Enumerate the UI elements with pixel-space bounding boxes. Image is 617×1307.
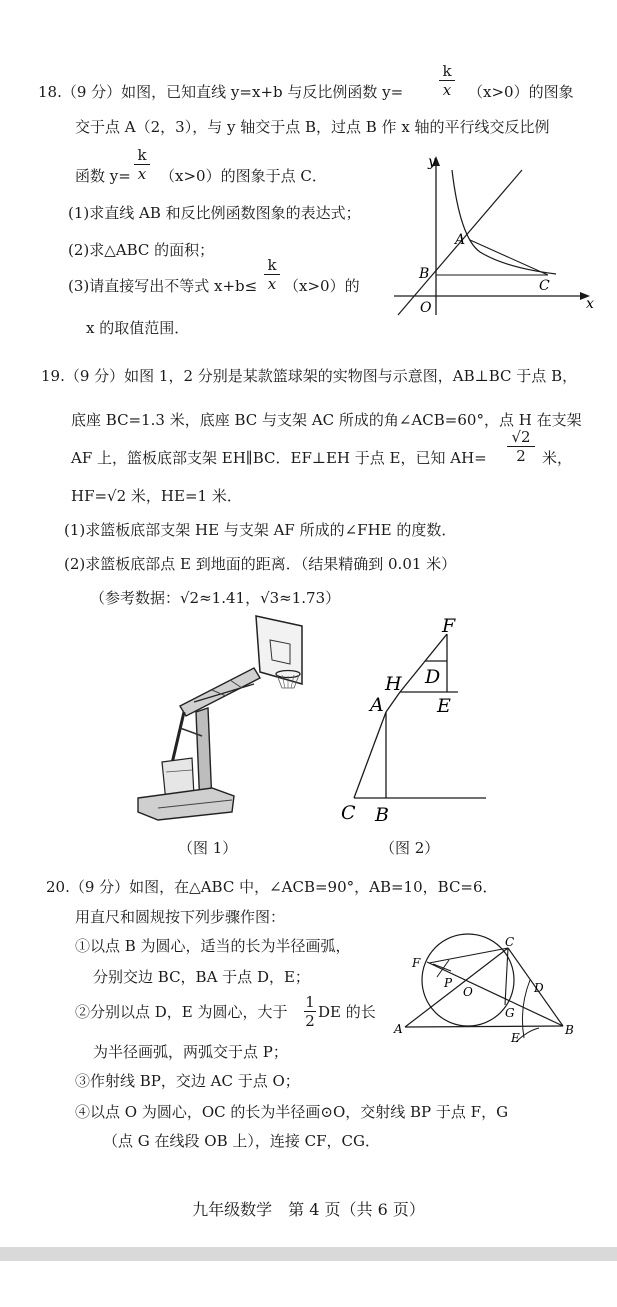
point-p-label: P — [444, 976, 453, 990]
point-c-label: C — [505, 935, 515, 949]
y-axis-label: y — [428, 154, 436, 170]
origin-label: O — [420, 300, 432, 316]
q18-fraction-1 — [439, 62, 455, 99]
q18-line3a: 函数 y= — [75, 167, 131, 185]
q20-step2b: DE 的长 — [318, 1003, 376, 1021]
q18-line2: 交于点 A（2，3），与 y 轴交于点 B，过点 B 作 x 轴的平行线交反比例 — [75, 118, 550, 136]
q20-step2c: 为半径画弧，两弧交于点 P； — [93, 1043, 288, 1061]
q19-line3a: AF 上，篮板底部支架 EH∥BC．EF⊥EH 于点 E，已知 AH= — [71, 449, 487, 467]
point-h-label: H — [385, 673, 402, 695]
page-footer: 九年级数学 第 4 页（共 6 页） — [192, 1200, 425, 1219]
point-d-label: D — [534, 981, 544, 995]
fraction-numerator: k — [442, 62, 452, 80]
point-o-label: O — [463, 985, 473, 999]
q18-part1: (1)求直线 AB 和反比例函数图象的表达式； — [68, 204, 361, 222]
fraction-numerator: k — [137, 146, 147, 164]
q19-line2: 底座 BC=1.3 米，底座 BC 与支架 AC 所成的角∠ACB=60°，点 H 在支架 — [71, 411, 582, 429]
point-a-label: A — [370, 694, 384, 716]
fraction-denominator: 2 — [305, 1012, 315, 1030]
q20-step3: ③作射线 BP，交边 AC 于点 O； — [75, 1072, 300, 1090]
q18-line3b: （x>0）的图象于点 C． — [160, 167, 327, 185]
q20-step1b: 分别交边 BC，BA 于点 D，E； — [93, 968, 310, 986]
q20-step2a: ②分别以点 D，E 为圆心，大于 — [75, 1003, 288, 1021]
point-a-label: A — [394, 1022, 403, 1036]
point-c-label: C — [341, 802, 356, 824]
x-axis-label: x — [586, 296, 594, 312]
q20-step4a: ④以点 O 为圆心，OC 的长为半径画⊙O，交射线 BP 于点 F，G — [75, 1103, 509, 1121]
point-a-label: A — [455, 232, 466, 248]
q19-schematic-figure — [334, 612, 494, 828]
q18-part2: (2)求△ABC 的面积； — [68, 241, 215, 259]
q18-fraction-3 — [264, 256, 280, 293]
page-edge-band — [0, 1247, 617, 1261]
q19-line1: 19.（9 分）如图 1，2 分别是某款篮球架的实物图与示意图，AB⊥BC 于点 B， — [41, 367, 578, 385]
q19-fraction — [507, 428, 535, 465]
fraction-denominator: 2 — [507, 446, 535, 465]
fraction-denominator: x — [439, 80, 455, 99]
q19-line4: HF=√2 米，HE=1 米． — [71, 487, 242, 505]
q18-part3c: x 的取值范围． — [86, 319, 190, 337]
point-e-label: E — [437, 695, 451, 717]
q20-step4b: （点 G 在线段 OB 上），连接 CF，CG． — [103, 1132, 380, 1150]
q19-reference-data: （参考数据：√2≈1.41，√3≈1.73） — [90, 589, 341, 607]
point-g-label: G — [505, 1006, 515, 1020]
q18-graph-figure — [388, 150, 603, 320]
q19-part1: (1)求篮板底部支架 HE 与支架 AF 所成的∠FHE 的度数． — [64, 521, 457, 539]
figure-2-caption: （图 2） — [380, 839, 440, 857]
point-d-label: D — [425, 666, 441, 688]
point-f-label: F — [412, 956, 421, 970]
basketball-stand-photo — [136, 612, 316, 822]
fraction-numerator: √2 — [511, 428, 531, 446]
q19-line3b: 米， — [542, 449, 573, 467]
q18-fraction-2 — [134, 146, 150, 183]
point-b-label: B — [565, 1023, 574, 1037]
fraction-denominator: x — [264, 274, 280, 293]
q20-fraction — [304, 993, 316, 1030]
q20-construction-figure — [393, 930, 583, 1048]
point-b-label: B — [419, 266, 430, 282]
point-b-label: B — [375, 804, 389, 826]
q19-part2: (2)求篮板底部点 E 到地面的距离．（结果精确到 0.01 米） — [64, 555, 457, 573]
q20-step1a: ①以点 B 为圆心，适当的长为半径画弧， — [75, 937, 351, 955]
q18-line1b: （x>0）的图象 — [468, 83, 574, 101]
fraction-denominator: x — [134, 164, 150, 183]
figure-1-caption: （图 1） — [178, 839, 238, 857]
q20-line2: 用直尺和圆规按下列步骤作图： — [75, 908, 286, 926]
q18-line1a: 18.（9 分）如图，已知直线 y=x+b 与反比例函数 y= — [38, 83, 404, 101]
q20-line1: 20.（9 分）如图，在△ABC 中，∠ACB=90°，AB=10，BC=6． — [46, 878, 498, 896]
point-f-label: F — [442, 615, 456, 637]
q18-part3a: (3)请直接写出不等式 x+b≤ — [68, 277, 258, 295]
fraction-numerator: k — [267, 256, 277, 274]
point-e-label: E — [511, 1031, 520, 1045]
q18-part3b: （x>0）的 — [284, 277, 360, 295]
point-c-label: C — [539, 278, 550, 294]
fraction-numerator: 1 — [305, 993, 315, 1011]
